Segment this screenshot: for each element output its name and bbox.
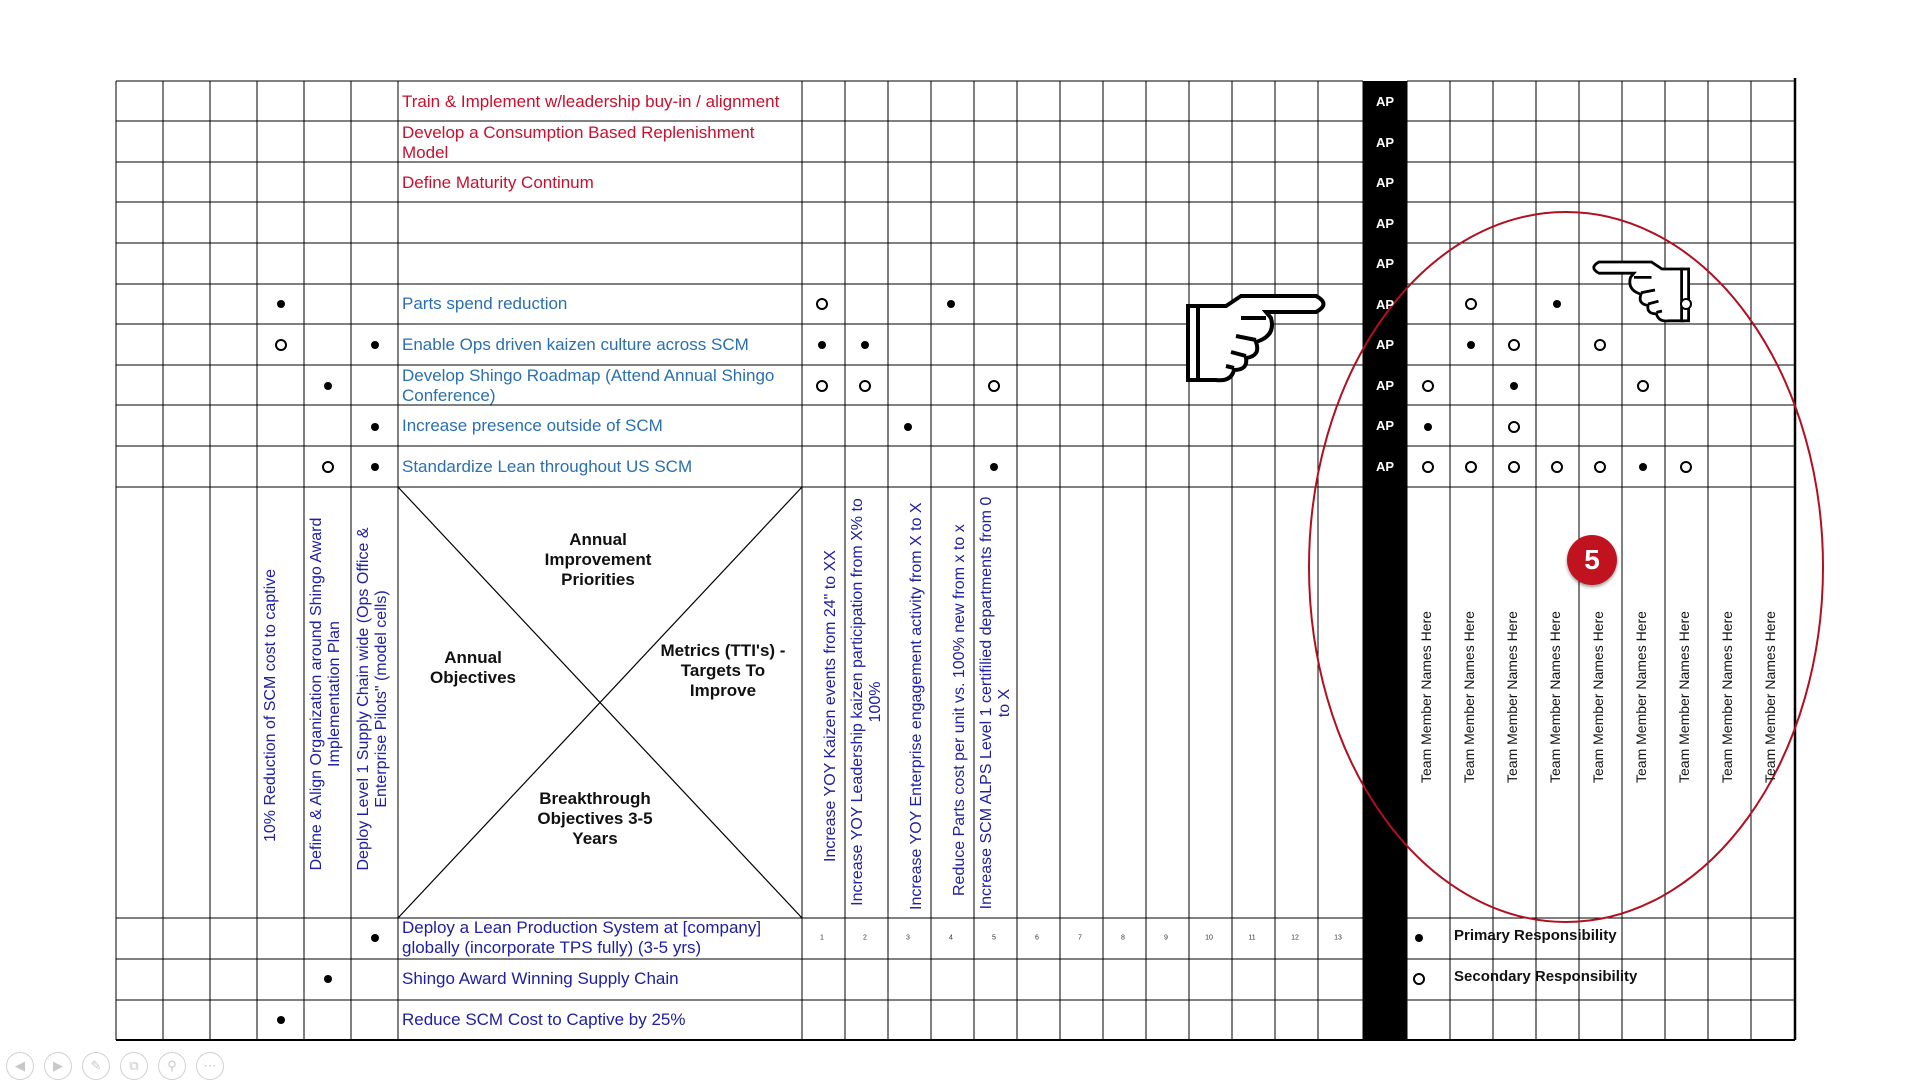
primary-responsibility-mark [904,423,912,431]
secondary-responsibility-mark [1413,973,1425,985]
copy-icon[interactable]: ⧉ [120,1052,148,1080]
metric-number: 7 [1078,934,1082,942]
ap-label: AP [1375,256,1395,271]
action-row-9: Increase presence outside of SCM [402,416,663,435]
metric-2: Increase YOY Leadership kaizen participation from X% to 100% [849,498,884,906]
action-row-6: Parts spend reduction [402,294,568,313]
metric-number: 3 [906,934,910,942]
primary-responsibility-mark [1424,423,1432,431]
metric-4: Reduce Parts cost per unit vs. 100% new from x to x [951,524,968,896]
team-member-4: Team Member Names Here [1547,611,1563,783]
action-row-7: Enable Ops driven kaizen culture across SCM [402,335,749,354]
team-member-3: Team Member Names Here [1504,611,1520,783]
primary-responsibility-mark [818,341,826,349]
annual-objective-1: 10% Reduction of SCM cost to captive [262,568,279,842]
team-member-6: Team Member Names Here [1633,611,1649,783]
primary-responsibility-mark [947,300,955,308]
team-member-5: Team Member Names Here [1590,611,1606,783]
legend-secondary: Secondary Responsibility [1454,968,1638,985]
ap-label: AP [1375,337,1395,352]
breakthrough-row-1: Deploy a Lean Production System at [company] globally (incorporate TPS fully) (3-5 yrs) [402,918,762,957]
metric-number: 13 [1334,934,1342,942]
zoom-icon[interactable]: ⚲ [158,1052,186,1080]
legend-primary: Primary Responsibility [1454,927,1617,944]
ap-label: AP [1375,297,1395,312]
pointing-hand-icon [1188,296,1324,380]
team-member-8: Team Member Names Here [1719,611,1735,783]
secondary-responsibility-mark [1508,461,1520,473]
secondary-responsibility-mark [1594,339,1606,351]
ap-label: AP [1375,135,1395,150]
action-row-1: Train & Implement w/leadership buy-in / alignment [402,92,780,111]
primary-responsibility-mark [371,423,379,431]
metric-number: 8 [1121,934,1125,942]
primary-responsibility-mark [371,463,379,471]
x-right-label: Metrics (TTI's) - Targets To Improve [660,641,786,700]
ap-label: AP [1375,459,1395,474]
action-row-8: Develop Shingo Roadmap (Attend Annual Shingo Conference) [402,366,775,405]
secondary-responsibility-mark [1508,421,1520,433]
primary-responsibility-mark [1553,300,1561,308]
team-member-9: Team Member Names Here [1762,611,1778,783]
secondary-responsibility-mark [1594,461,1606,473]
pointing-hand-icon [1594,262,1689,321]
primary-responsibility-mark [277,300,285,308]
pen-icon[interactable]: ✎ [82,1052,110,1080]
ap-label: AP [1375,378,1395,393]
action-row-2: Develop a Consumption Based Replenishment Model [402,123,755,162]
ap-label: AP [1375,175,1395,190]
secondary-responsibility-mark [1422,461,1434,473]
forward-icon[interactable]: ▶ [44,1052,72,1080]
metric-1: Increase YOY Kaizen events from 24" to XX [822,550,839,862]
primary-responsibility-mark [861,341,869,349]
secondary-responsibility-mark [1508,339,1520,351]
primary-responsibility-mark [371,341,379,349]
action-row-10: Standardize Lean throughout US SCM [402,457,693,476]
ap-label: AP [1375,418,1395,433]
ap-label: AP [1375,216,1395,231]
x-top-label: Annual Improvement Priorities [544,530,652,589]
annual-objective-3: Deploy Level 1 Supply Chain wide (Ops Office & Enterprise Pilots" (model cells) [355,527,390,871]
step-badge: 5 [1567,535,1617,585]
metric-number: 10 [1205,934,1213,942]
secondary-responsibility-mark [1680,298,1692,310]
more-icon[interactable]: ⋯ [196,1052,224,1080]
secondary-responsibility-mark [816,298,828,310]
secondary-responsibility-mark [1680,461,1692,473]
action-row-3: Define Maturity Continum [402,173,594,192]
metric-number: 9 [1164,934,1168,942]
primary-responsibility-mark [371,934,379,942]
ap-label: AP [1375,94,1395,109]
back-icon[interactable]: ◀ [6,1052,34,1080]
primary-responsibility-mark [1510,382,1518,390]
primary-responsibility-mark [1467,341,1475,349]
slide-controls [6,1052,224,1080]
secondary-responsibility-mark [1465,461,1477,473]
secondary-responsibility-mark [1637,380,1649,392]
breakthrough-row-2: Shingo Award Winning Supply Chain [402,969,679,988]
x-left-label: Annual Objectives [430,648,516,687]
metric-number: 2 [863,934,867,942]
metric-5: Increase SCM ALPS Level 1 certifilied departments from 0 to X [978,496,1013,910]
primary-responsibility-mark [1415,934,1423,942]
breakthrough-row-3: Reduce SCM Cost to Captive by 25% [402,1010,686,1029]
annual-objective-2: Define & Align Organization around Shingo Award Implementation Plan [308,517,343,871]
secondary-responsibility-mark [1422,380,1434,392]
secondary-responsibility-mark [816,380,828,392]
metric-number: 4 [949,934,953,942]
metric-number: 5 [992,934,996,942]
team-member-7: Team Member Names Here [1676,611,1692,783]
secondary-responsibility-mark [988,380,1000,392]
secondary-responsibility-mark [275,339,287,351]
secondary-responsibility-mark [859,380,871,392]
team-member-2: Team Member Names Here [1461,611,1477,783]
secondary-responsibility-mark [322,461,334,473]
primary-responsibility-mark [324,382,332,390]
metric-number: 12 [1291,934,1299,942]
metric-number: 6 [1035,934,1039,942]
team-member-1: Team Member Names Here [1418,611,1434,783]
metric-number: 11 [1248,934,1256,942]
secondary-responsibility-mark [1465,298,1477,310]
primary-responsibility-mark [1639,463,1647,471]
metric-number: 1 [820,934,824,942]
secondary-responsibility-mark [1551,461,1563,473]
primary-responsibility-mark [324,975,332,983]
x-bottom-label: Breakthrough Objectives 3-5 Years [537,789,653,848]
primary-responsibility-mark [990,463,998,471]
metric-3: Increase YOY Enterprise engagement activity from X to X [908,502,925,910]
primary-responsibility-mark [277,1016,285,1024]
